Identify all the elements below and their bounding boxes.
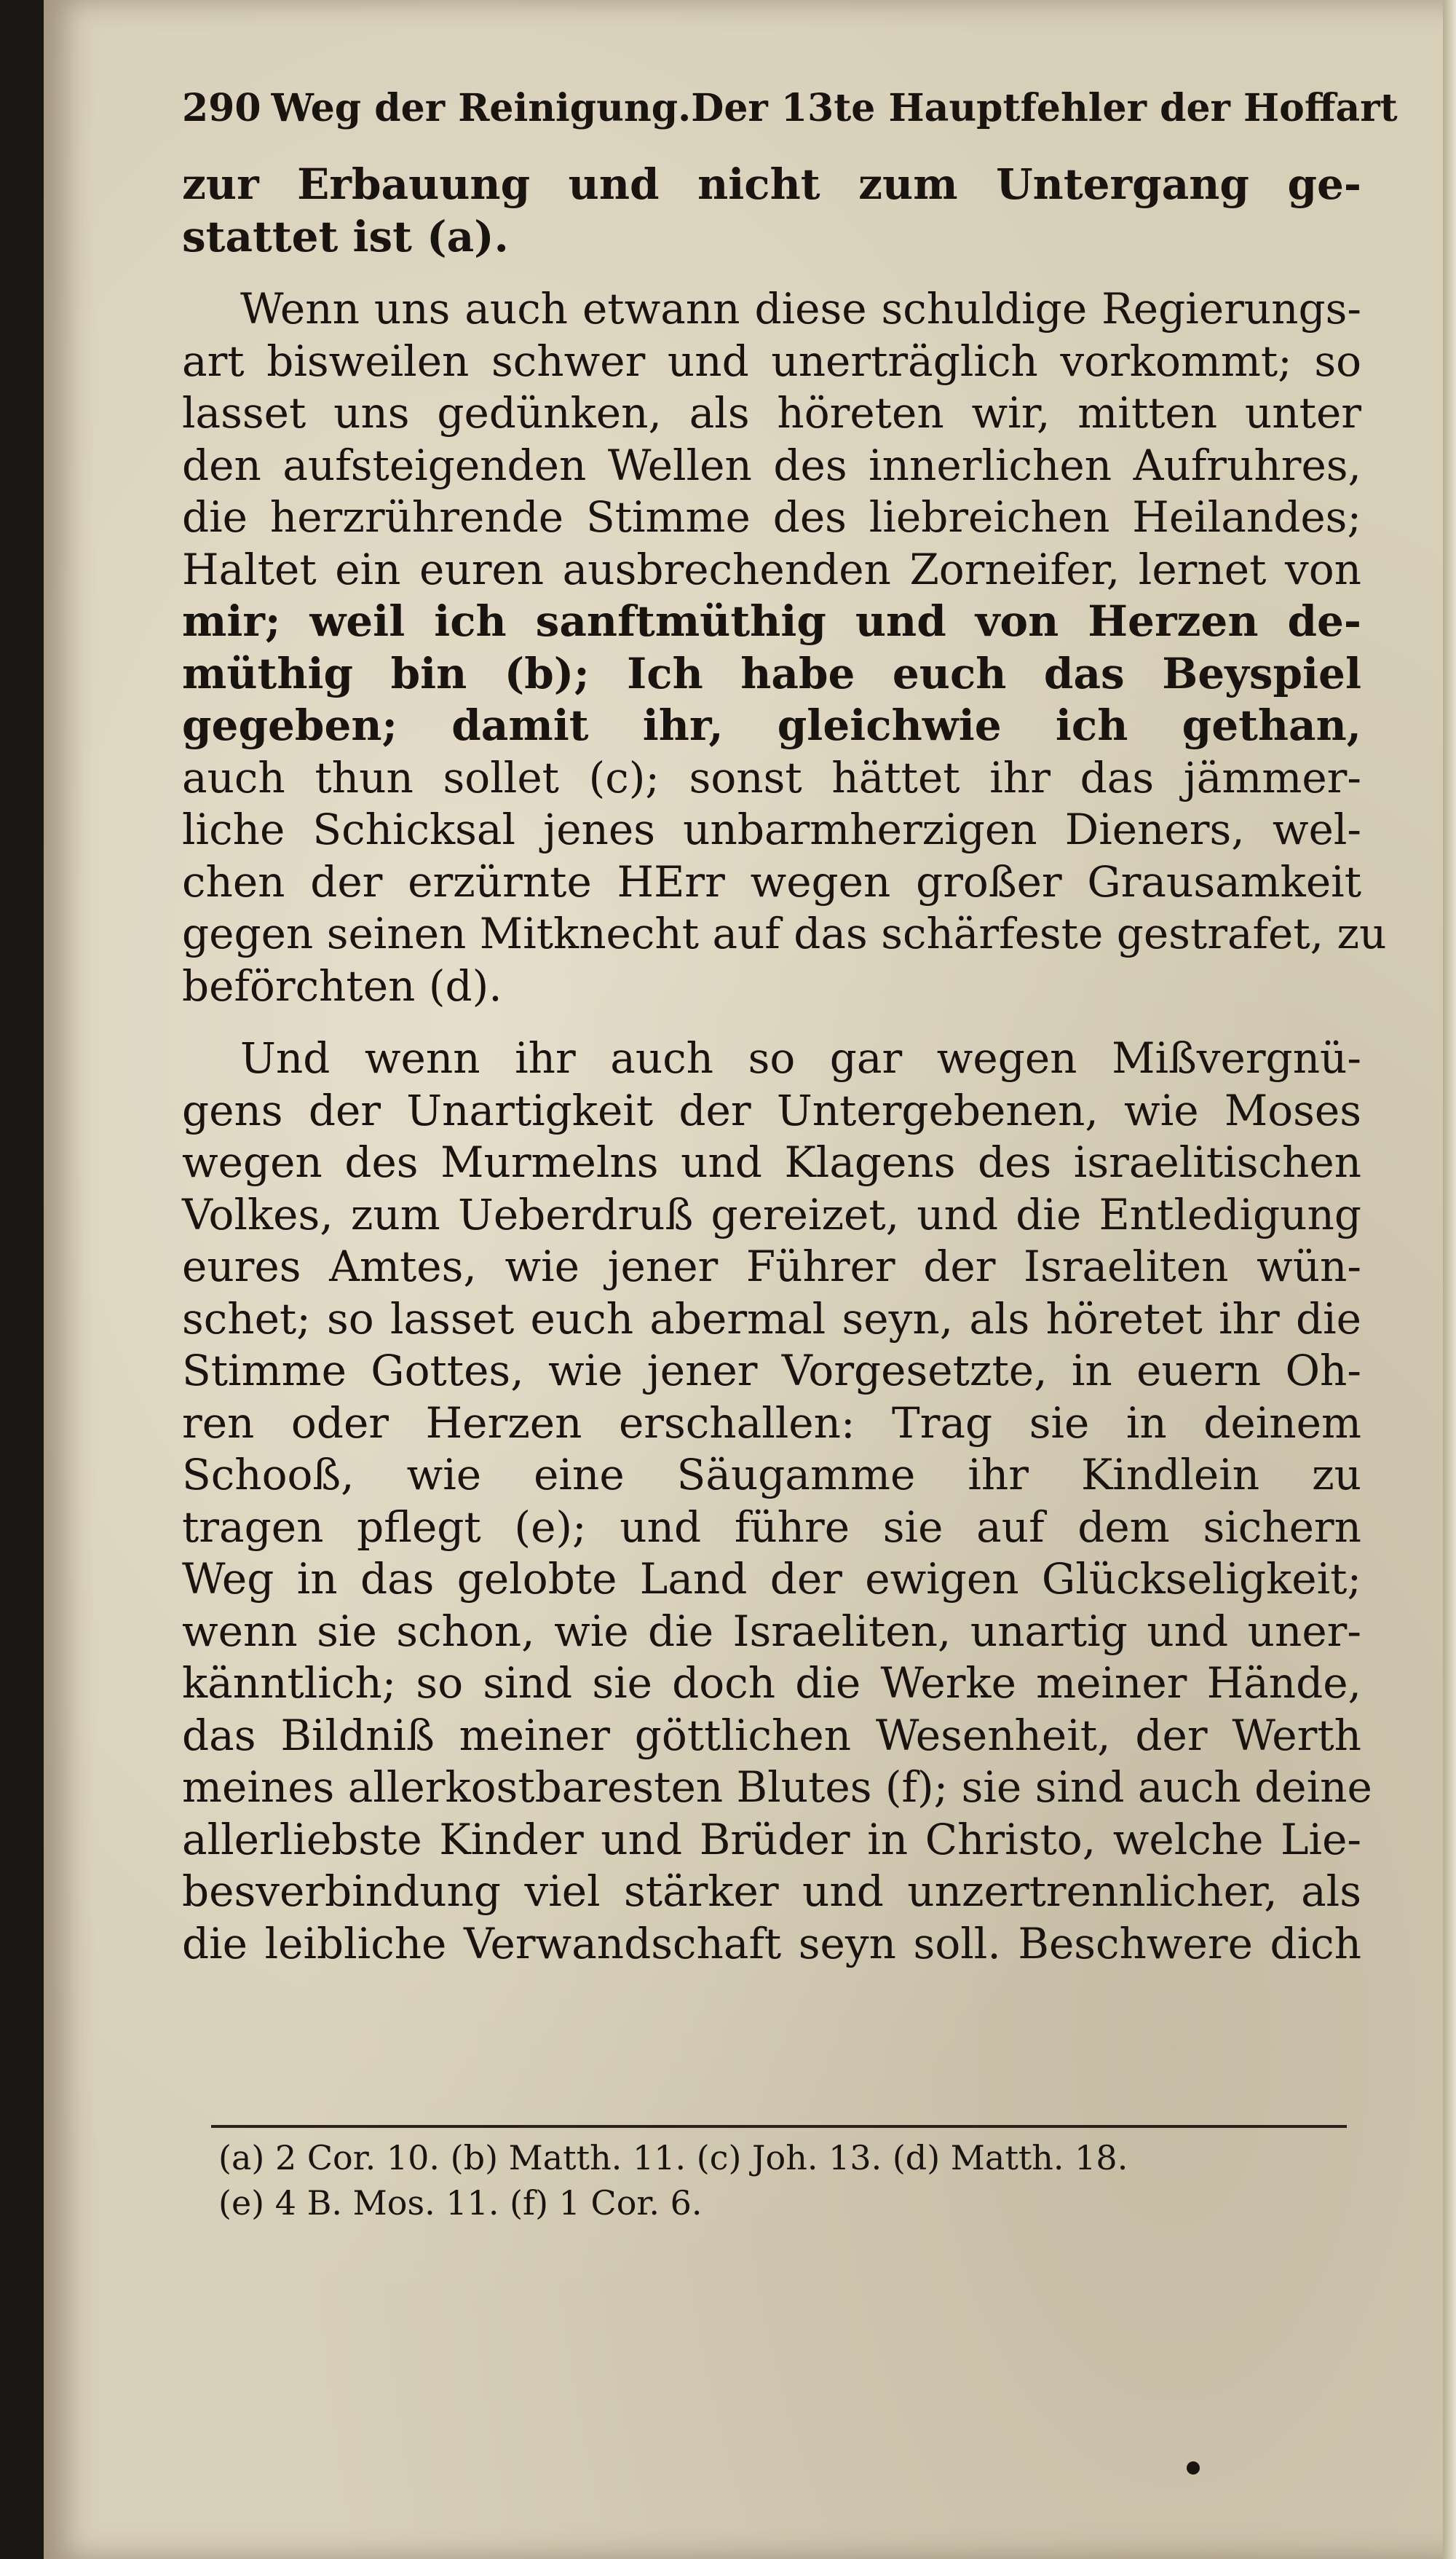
text-line: Wenn uns auch etwann diese schuldige Regierungs- <box>240 284 1361 334</box>
text-line: chen der erzürnte HErr wegen großer Grausamkeit <box>182 856 1361 907</box>
text-line: zur Erbauung und nicht zum Untergang ge- <box>182 159 1361 209</box>
text-line: mir; weil ich sanftmüthig und von Herzen de- <box>182 596 1361 646</box>
text-line: auch thun sollet (c); sonst hättet ihr das jämmer- <box>182 752 1361 803</box>
text-line: meines allerkostbaresten Blutes (f); sie sind auch deine <box>182 1762 1372 1812</box>
text-line: Stimme Gottes, wie jener Vorgesetzte, in euern Oh- <box>182 1346 1361 1395</box>
text-line: gegen seinen Mitknecht auf das schärfeste gestrafet, zu <box>182 909 1387 958</box>
text-line: Schooß, wie eine Säugamme ihr Kindlein zu <box>182 1450 1361 1499</box>
text-line: Volkes, zum Ueberdruß gereizet, und die Entledigung <box>182 1189 1361 1239</box>
text-line: Weg in das gelobte Land der ewigen Glückseligkeit; <box>182 1554 1361 1604</box>
text-line: liche Schicksal jenes unbarmherzigen Dieners, wel- <box>182 805 1361 854</box>
text-line: besverbindung viel stärker und unzertrennlicher, als <box>182 1866 1361 1916</box>
header-right-title: Der 13te Hauptfehler der Hoffart <box>691 86 1398 130</box>
footnote-rule <box>211 2125 1347 2128</box>
text-line: Und wenn ihr auch so gar wegen Mißvergnü- <box>240 1033 1361 1083</box>
text-line: wegen des Murmelns und Klagens des israelitischen <box>182 1137 1361 1187</box>
footnote-line: (e) 4 B. Mos. 11. (f) 1 Cor. 6. <box>218 2183 703 2223</box>
text-line: die leibliche Verwandschaft seyn soll. Beschwere dich <box>182 1918 1361 1968</box>
text-line: lasset uns gedünken, als höreten wir, mitten unter <box>182 388 1361 438</box>
header-left <box>182 86 691 130</box>
text-line: art bisweilen schwer und unerträglich vorkommt; so <box>182 336 1361 386</box>
text-line: den aufsteigenden Wellen des innerlichen Aufruhres, <box>182 440 1361 490</box>
header-left-title: Weg der Reinigung. <box>271 86 692 130</box>
text-line: müthig bin (b); Ich habe euch das Beyspiel <box>182 648 1361 698</box>
text-line: känntlich; so sind sie doch die Werke meiner Hände, <box>182 1658 1361 1708</box>
text-line: die herzrührende Stimme des liebreichen Heilandes; <box>182 492 1361 542</box>
text-line: Haltet ein euren ausbrechenden Zorneifer, lernet von <box>182 544 1361 594</box>
text-line: gens der Unartigkeit der Untergebenen, wie Moses <box>182 1085 1361 1135</box>
page-number: 290 <box>182 86 261 130</box>
text-line: allerliebste Kinder und Brüder in Christo, welche Lie- <box>182 1814 1361 1864</box>
text-line: schet; so lasset euch abermal seyn, als höretet ihr die <box>182 1293 1361 1344</box>
text-line: gegeben; damit ihr, gleichwie ich gethan, <box>182 701 1361 750</box>
page-edge <box>1443 0 1456 2559</box>
text-line: das Bildniß meiner göttlichen Wesenheit, der Werth <box>182 1710 1361 1760</box>
text-line: eures Amtes, wie jener Führer der Israeliten wün- <box>182 1242 1361 1291</box>
book-page <box>44 0 1456 2559</box>
text-line: tragen pflegt (e); und führe sie auf dem sichern <box>182 1502 1361 1552</box>
text-line: ren oder Herzen erschallen: Trag sie in deinem <box>182 1397 1361 1448</box>
text-line: beförchten (d). <box>182 961 502 1011</box>
footnotes <box>218 2135 1369 2225</box>
text-line: wenn sie schon, wie die Israeliten, unartig und uner- <box>182 1606 1361 1656</box>
footnote-line: (a) 2 Cor. 10. (b) Matth. 11. (c) Joh. 13. (d) Matth. 18. <box>218 2138 1128 2177</box>
text-line: stattet ist (a). <box>182 211 509 261</box>
main-text <box>182 159 1387 1970</box>
running-header <box>182 86 1398 130</box>
ink-speck <box>1187 2461 1200 2475</box>
